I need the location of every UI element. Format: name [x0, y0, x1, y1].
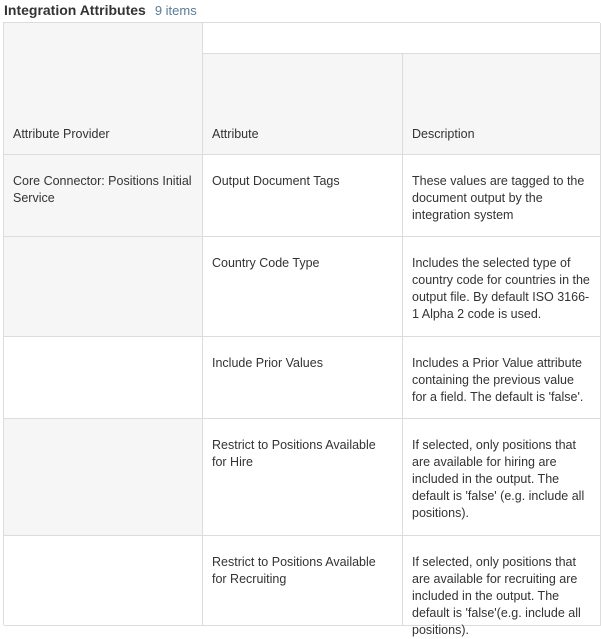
header-group-spacer: [203, 23, 601, 54]
table-row-attribute-cell: [203, 536, 403, 626]
attribute-text: Include Prior Values: [212, 356, 323, 370]
table-row-provider-cell: [4, 419, 203, 536]
column-header-label: Attribute Provider: [13, 127, 110, 141]
table-row-description-cell: [403, 337, 601, 419]
attribute-text: Country Code Type: [212, 256, 320, 270]
description-text: If selected, only positions that are available for recruiting are included in the output. The default is 'false'(e.g. include all positions).: [412, 555, 581, 637]
table-row-provider-cell: [4, 237, 203, 337]
column-header-attribute-provider[interactable]: [4, 23, 203, 155]
section-header: [4, 0, 197, 20]
table-row-provider-cell: [4, 536, 203, 626]
table-row-attribute-cell: [203, 155, 403, 237]
attribute-text: Restrict to Positions Available for Recruiting: [212, 555, 376, 586]
section-title: Integration Attributes: [4, 2, 146, 18]
table-row-attribute-cell: [203, 337, 403, 419]
table-row-description-cell: [403, 419, 601, 536]
description-text: Includes the selected type of country code for countries in the output file. By default ISO 3166-1 Alpha 2 code is used.: [412, 256, 590, 321]
column-header-description[interactable]: [403, 54, 601, 155]
provider-text: Core Connector: Positions Initial Service: [13, 174, 192, 205]
attribute-text: Restrict to Positions Available for Hire: [212, 438, 376, 469]
table-row-description-cell: [403, 237, 601, 337]
table-row-description-cell: [403, 536, 601, 637]
table-row-provider-cell: [4, 155, 203, 237]
table-row-attribute-cell: [203, 419, 403, 536]
column-header-label: Description: [412, 127, 475, 141]
table-row-attribute-cell: [203, 237, 403, 337]
table-row-provider-cell: [4, 337, 203, 419]
description-text: These values are tagged to the document output by the integration system: [412, 174, 585, 222]
description-text: If selected, only positions that are available for hiring are included in the output. The default is 'false' (e.g. include all positions).: [412, 438, 585, 520]
attributes-table: [3, 22, 600, 637]
column-header-label: Attribute: [212, 127, 259, 141]
description-text: Includes a Prior Value attribute containing the previous value for a field. The default is 'false'.: [412, 356, 584, 404]
column-header-attribute[interactable]: [203, 54, 403, 155]
attribute-text: Output Document Tags: [212, 174, 340, 188]
item-count: 9 items: [154, 2, 197, 18]
table-row-description-cell: [403, 155, 601, 237]
